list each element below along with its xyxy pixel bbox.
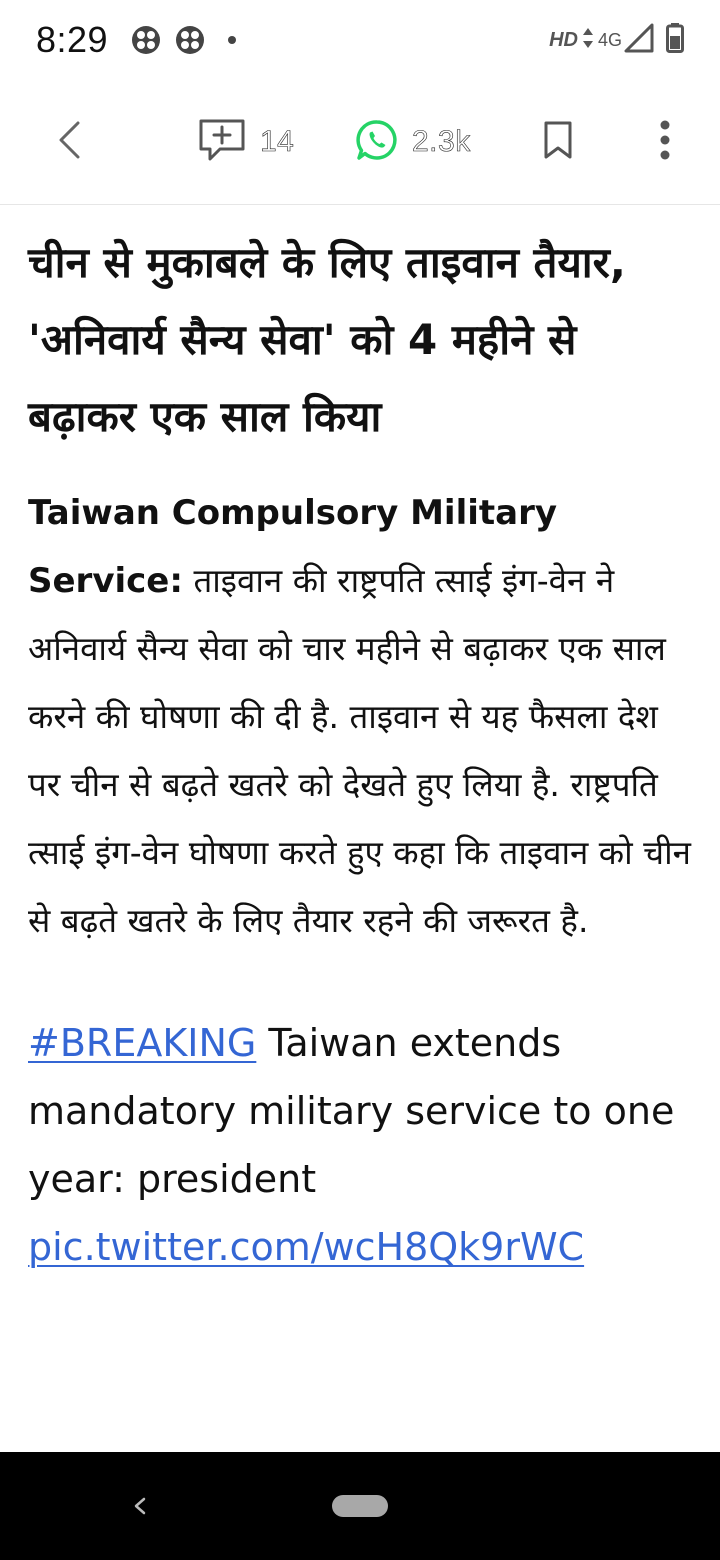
tweet-media-link[interactable]: pic.twitter.com/wcH8Qk9rWC	[28, 1225, 585, 1269]
nav-back-button[interactable]	[124, 1486, 156, 1526]
comments-count: 14	[260, 125, 295, 158]
tweet-text: Taiwan extends mandatory military service to one year: president	[28, 1021, 675, 1201]
network-type-label: 4G	[597, 29, 622, 50]
status-time: 8:29	[36, 19, 109, 60]
status-bar	[0, 0, 720, 80]
hashtag-link[interactable]: #BREAKING	[28, 1021, 257, 1065]
back-button[interactable]	[44, 80, 94, 204]
article-toolbar	[0, 80, 720, 205]
whatsapp-icon	[356, 119, 398, 165]
article-body	[28, 479, 694, 955]
bookmark-button[interactable]	[538, 80, 578, 204]
hd-label: HD	[549, 28, 578, 51]
more-options-button[interactable]	[648, 80, 682, 204]
battery-icon	[666, 23, 684, 58]
back-chevron-icon	[56, 120, 82, 164]
article-body-text: ताइवान की राष्ट्रपति त्साई इंग-वेन ने अनिवार्य सैन्य सेवा को चार महीने से बढ़ाकर एक साल करने की घोषणा की दी है. ताइवान से यह फैसला देश पर चीन से बढ़ते खतरे को देखते हुए लिया है. राष्ट्रपति त्साई इंग-वेन घोषणा करते हुए कहा कि ताइवान को चीन से बढ़ते खतरे के लिए तैयार रहने की जरूरत है.	[28, 561, 691, 940]
app-notification-icon	[174, 24, 206, 56]
nav-home-pill[interactable]	[332, 1495, 388, 1517]
add-comment-icon	[198, 118, 246, 166]
article-content	[28, 224, 694, 1281]
embedded-tweet	[28, 1009, 694, 1281]
status-left	[36, 19, 236, 61]
article-lead: Taiwan Compulsory Military Service:	[28, 493, 558, 601]
article-headline: चीन से मुकाबले के लिए ताइवान तैयार, 'अनिवार्य सैन्य सेवा' को 4 महीने से बढ़ाकर एक साल किया	[28, 238, 626, 441]
whatsapp-share-button[interactable]	[356, 80, 471, 204]
data-arrows-icon	[582, 27, 594, 53]
status-right	[549, 23, 684, 58]
comments-button[interactable]	[198, 80, 294, 204]
nav-back-icon	[124, 1511, 156, 1530]
notification-dot-icon	[228, 36, 236, 44]
bookmark-icon	[543, 120, 573, 164]
more-vertical-icon	[659, 120, 671, 164]
share-count: 2.3k	[412, 125, 471, 158]
app-notification-icon	[130, 24, 162, 56]
signal-icon	[624, 23, 654, 58]
system-navigation-bar	[0, 1452, 720, 1560]
